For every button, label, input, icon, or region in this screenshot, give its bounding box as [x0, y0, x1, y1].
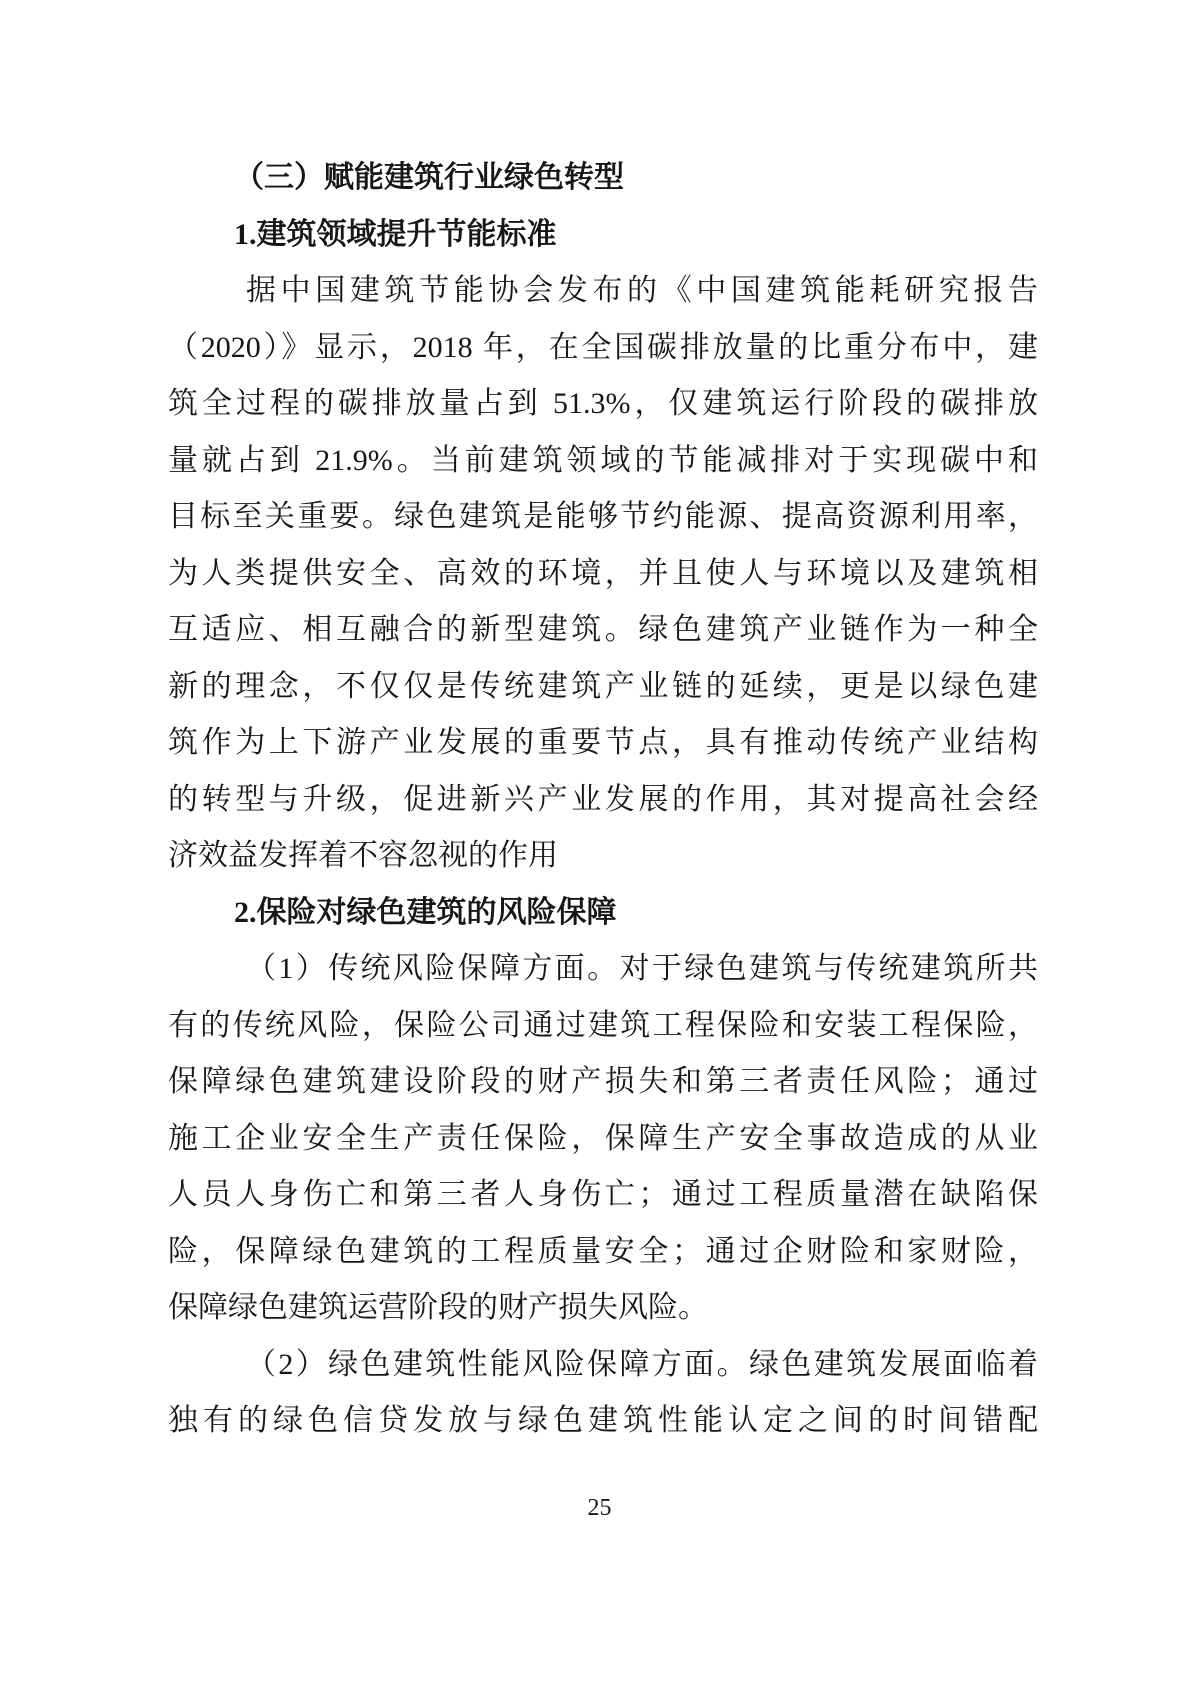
- paragraph-line: 保障绿色建筑运营阶段的财产损失风险。: [168, 1291, 708, 1324]
- section-heading: （三）赋能建筑行业绿色转型: [234, 161, 624, 194]
- paragraph-line: （2）绿色建筑性能风险保障方面。绿色建筑发展面临着: [246, 1347, 1038, 1381]
- document-body: [168, 150, 1038, 1450]
- paragraph-line: 筑作为上下游产业发展的重要节点，具有推动传统产业结构: [168, 726, 1038, 759]
- subsection-heading-2: 2.保险对绿色建筑的风险保障: [234, 895, 617, 929]
- paragraph-line: （1）传统风险保障方面。对于绿色建筑与传统建筑所共: [246, 952, 1038, 985]
- paragraph-line: 据中国建筑节能协会发布的《中国建筑能耗研究报告: [246, 274, 1038, 307]
- paragraph-line: 人员人身伤亡和第三者人身伤亡；通过工程质量潜在缺陷保: [168, 1178, 1038, 1211]
- paragraph-line: 险，保障绿色建筑的工程质量安全；通过企财险和家财险，: [168, 1234, 1038, 1268]
- paragraph-line: （2020）》显示，2018 年，在全国碳排放量的比重分布中，建: [168, 330, 1038, 364]
- paragraph-line: 互适应、相互融合的新型建筑。绿色建筑产业链作为一种全: [168, 613, 1038, 646]
- paragraph-line: 量就占到 21.9%。当前建筑领域的节能减排对于实现碳中和: [168, 443, 1038, 477]
- paragraph-line: 新的理念，不仅仅是传统建筑产业链的延续，更是以绿色建: [168, 669, 1038, 703]
- paragraph-line: 保障绿色建筑建设阶段的财产损失和第三者责任风险；通过: [168, 1065, 1038, 1098]
- paragraph-line: 济效益发挥着不容忽视的作用: [168, 839, 558, 872]
- paragraph-line: 的转型与升级，促进新兴产业发展的作用，其对提高社会经: [168, 782, 1038, 816]
- paragraph-line: 为人类提供安全、高效的环境，并且使人与环境以及建筑相: [168, 556, 1038, 590]
- paragraph-line: 施工企业安全生产责任保险，保障生产安全事故造成的从业: [168, 1121, 1038, 1155]
- paragraph-line: 独有的绿色信贷发放与绿色建筑性能认定之间的时间错配: [168, 1404, 1038, 1437]
- paragraph-line: 有的传统风险，保险公司通过建筑工程保险和安装工程保险，: [168, 1008, 1038, 1042]
- paragraph-line: 目标至关重要。绿色建筑是能够节约能源、提高资源利用率，: [168, 500, 1038, 533]
- page-number: 25: [587, 1495, 612, 1521]
- paragraph-line: 筑全过程的碳排放量占到 51.3%，仅建筑运行阶段的碳排放: [168, 387, 1038, 420]
- subsection-heading-1: 1.建筑领域提升节能标准: [234, 217, 557, 251]
